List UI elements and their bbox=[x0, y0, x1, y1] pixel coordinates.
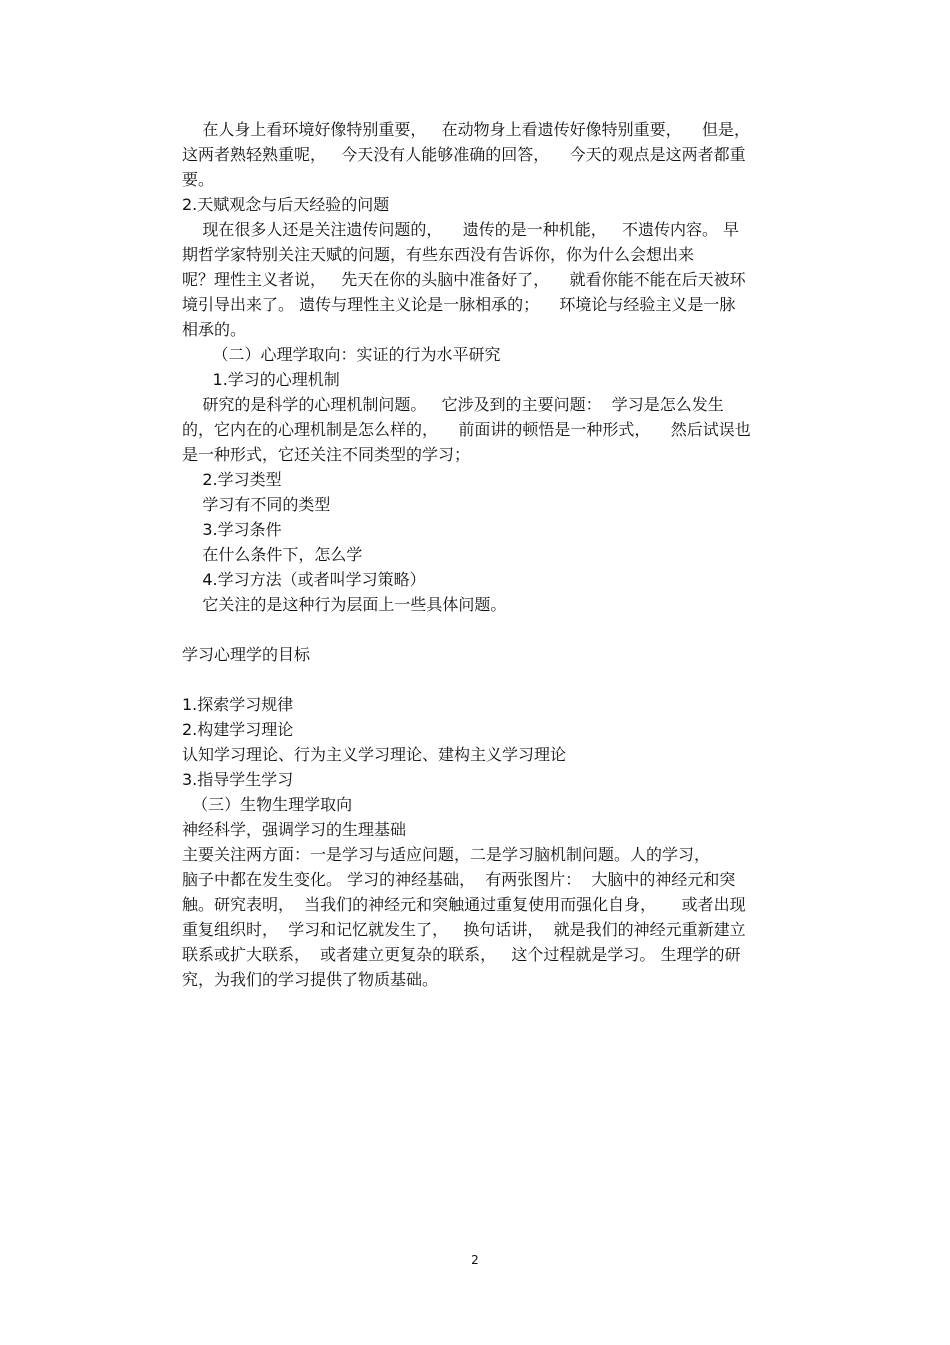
text-line: 触。研究表明， 当我们的神经元和突触通过重复使用而强化自身， 或者出现 bbox=[182, 895, 746, 914]
section-heading: 3.学习条件 bbox=[182, 520, 282, 539]
text-line: 脑子中都在发生变化。 学习的神经基础， 有两张图片： 大脑中的神经元和突 bbox=[182, 870, 736, 889]
text-line: 重复组织时， 学习和记忆就发生了， 换句话讲， 就是我们的神经元重新建立 bbox=[182, 920, 746, 939]
text-line: 这两者熟轻熟重呢， 今天没有人能够准确的回答， 今天的观点是这两者都重 bbox=[182, 145, 746, 164]
section-heading: 4.学习方法（或者叫学习策略） bbox=[182, 570, 426, 589]
page-number: 2 bbox=[471, 1253, 479, 1267]
text-line: 研究的是科学的心理机制问题。 它涉及到的主要问题： 学习是怎么发生 bbox=[182, 395, 724, 414]
text-line: 联系或扩大联系， 或者建立更复杂的联系， 这个过程就是学习。 生理学的研 bbox=[182, 945, 741, 964]
text-line: 学习有不同的类型 bbox=[182, 495, 331, 514]
text-line: 神经科学，强调学习的生理基础 bbox=[182, 820, 407, 839]
section-heading: （三）生物生理学取向 bbox=[182, 795, 353, 814]
text-line: 现在很多人还是关注遗传问题的， 遗传的是一种机能， 不遗传内容。 早 bbox=[182, 220, 740, 239]
text-line: 境引导出来了。 遗传与理性主义论是一脉相承的； 环境论与经验主义是一脉 bbox=[182, 295, 736, 314]
section-heading: 2.学习类型 bbox=[182, 470, 282, 489]
text-line: 期哲学家特别关注天赋的问题，有些东西没有告诉你，你为什么会想出来 bbox=[182, 245, 695, 264]
text-line: 是一种形式，它还关注不同类型的学习； bbox=[182, 445, 471, 464]
section-heading: （二）心理学取向：实证的行为水平研究 bbox=[182, 345, 501, 364]
text-line: 认知学习理论、行为主义学习理论、建构主义学习理论 bbox=[182, 745, 567, 764]
text-line: 的，它内在的心理机制是怎么样的， 前面讲的顿悟是一种形式， 然后试误也 bbox=[182, 420, 751, 439]
text-line: 在什么条件下，怎么学 bbox=[182, 545, 363, 564]
list-item: 2.构建学习理论 bbox=[182, 720, 294, 739]
text-line: 它关注的是这种行为层面上一些具体问题。 bbox=[182, 595, 507, 614]
text-line: 在人身上看环境好像特别重要， 在动物身上看遗传好像特别重要， 但是， bbox=[182, 120, 750, 139]
list-item: 3.指导学生学习 bbox=[182, 770, 294, 789]
list-item: 1.探索学习规律 bbox=[182, 695, 294, 714]
text-line: 要。 bbox=[182, 170, 215, 189]
text-line: 究，为我们的学习提供了物质基础。 bbox=[182, 970, 439, 989]
text-line: 主要关注两方面：一是学习与适应问题，二是学习脑机制问题。人的学习， bbox=[182, 845, 711, 864]
text-line: 相承的。 bbox=[182, 320, 247, 339]
section-heading: 1.学习的心理机制 bbox=[182, 370, 340, 389]
text-line: 呢？理性主义者说， 先天在你的头脑中准备好了， 就看你能不能在后天被环 bbox=[182, 270, 746, 289]
section-heading: 2.天赋观念与后天经验的问题 bbox=[182, 195, 390, 214]
section-heading: 学习心理学的目标 bbox=[182, 645, 311, 664]
